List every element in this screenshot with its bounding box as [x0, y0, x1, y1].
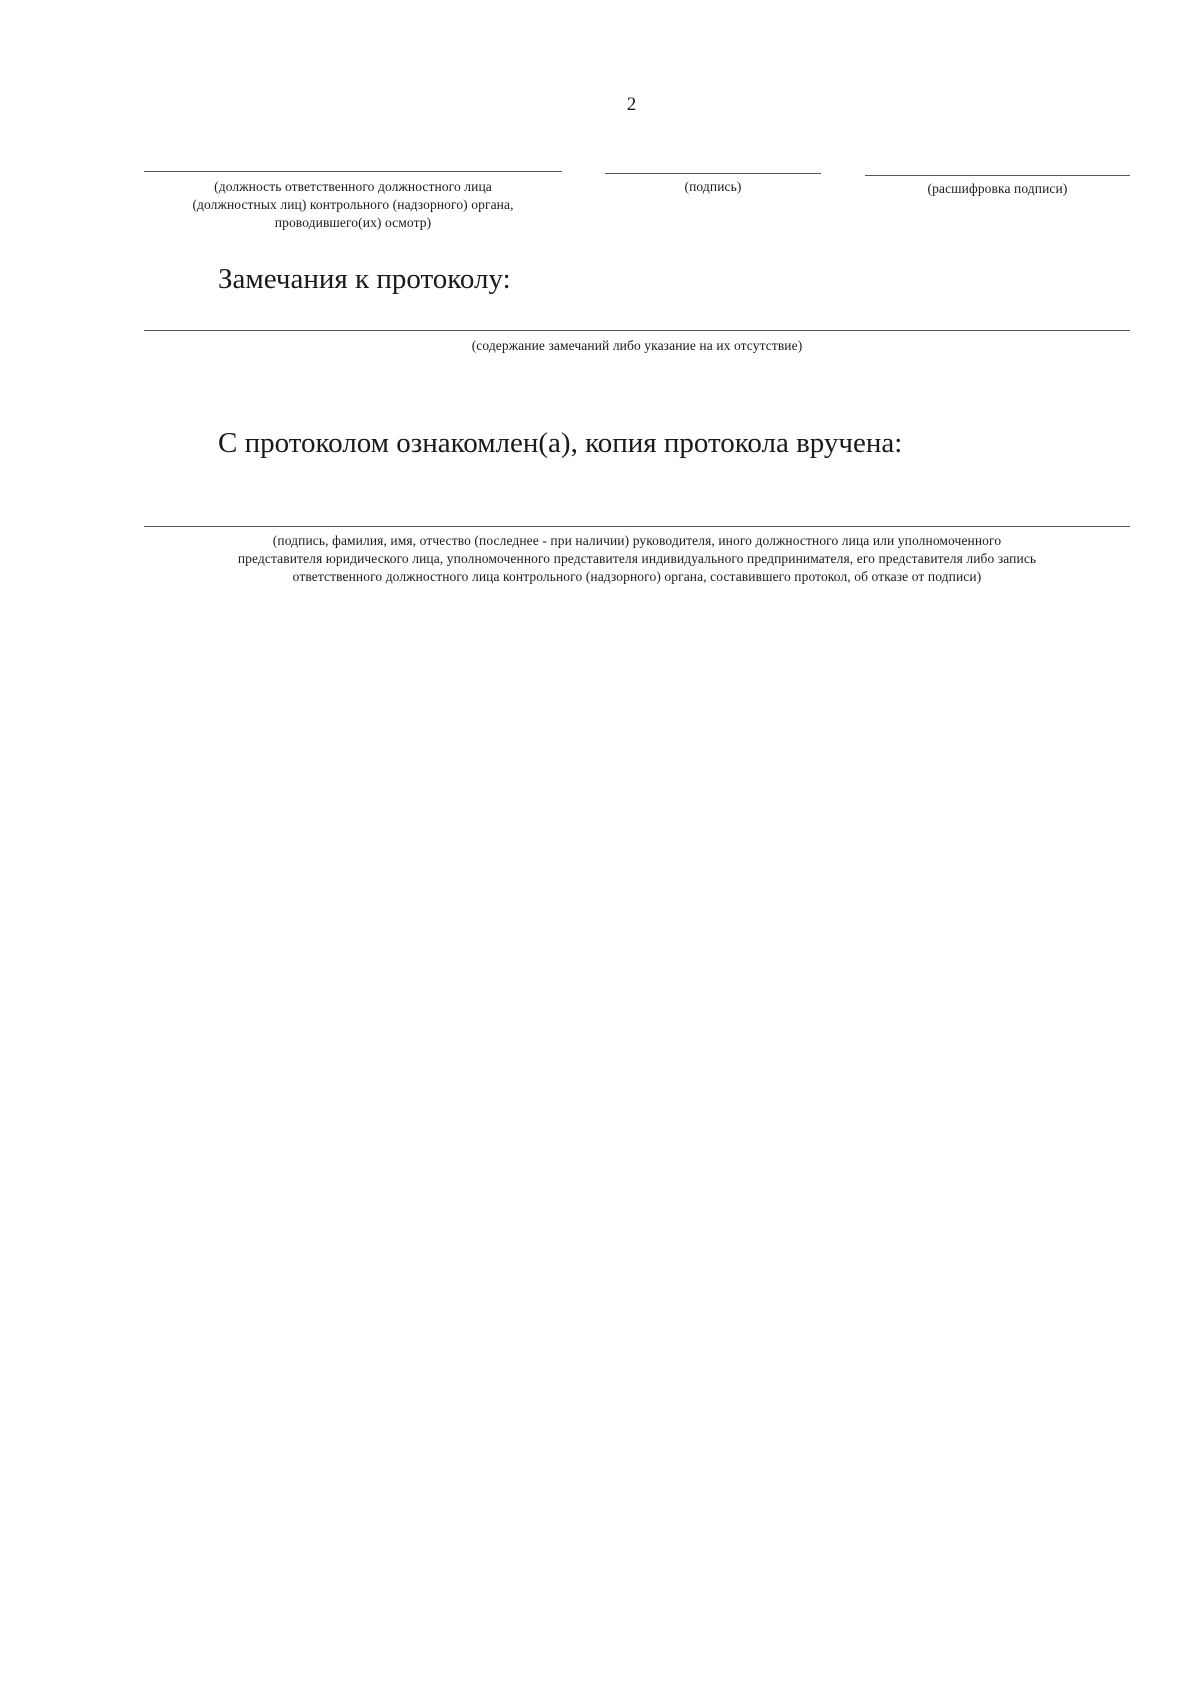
signature-line [605, 173, 821, 174]
position-line [144, 171, 562, 172]
acknowledgement-caption [130, 532, 1144, 586]
decryption-line [865, 175, 1130, 176]
acknowledgement-caption-line-3: ответственного должностного лица контрольного (надзорного) органа, составившего протокол, об отказе от подписи) [292, 569, 982, 584]
position-caption-line-1: (должность ответственного должностного лица [214, 179, 492, 194]
position-caption [144, 178, 562, 232]
decryption-caption: (расшифровка подписи) [927, 181, 1068, 196]
remarks-caption: (содержание замечаний либо указание на их отсутствие) [471, 338, 803, 353]
acknowledgement-caption-line-2: представителя юридического лица, уполномоченного представителя индивидуального предпринимателя, его представителя либо запись [237, 551, 1037, 566]
page-number: 2 [626, 94, 637, 115]
signature-caption: (подпись) [684, 179, 742, 194]
acknowledgement-heading: С протоколом ознакомлен(а), копия протокола вручена: [218, 427, 903, 459]
remarks-line [144, 330, 1130, 331]
position-caption-line-3: проводившего(их) осмотр) [274, 215, 432, 230]
remarks-heading: Замечания к протоколу: [218, 263, 511, 295]
acknowledgement-line [144, 526, 1130, 527]
acknowledgement-caption-line-1: (подпись, фамилия, имя, отчество (последнее - при наличии) руководителя, иного должностного лица или уполномоченного [272, 533, 1002, 548]
position-caption-line-2: (должностных лиц) контрольного (надзорного) органа, [192, 197, 514, 212]
